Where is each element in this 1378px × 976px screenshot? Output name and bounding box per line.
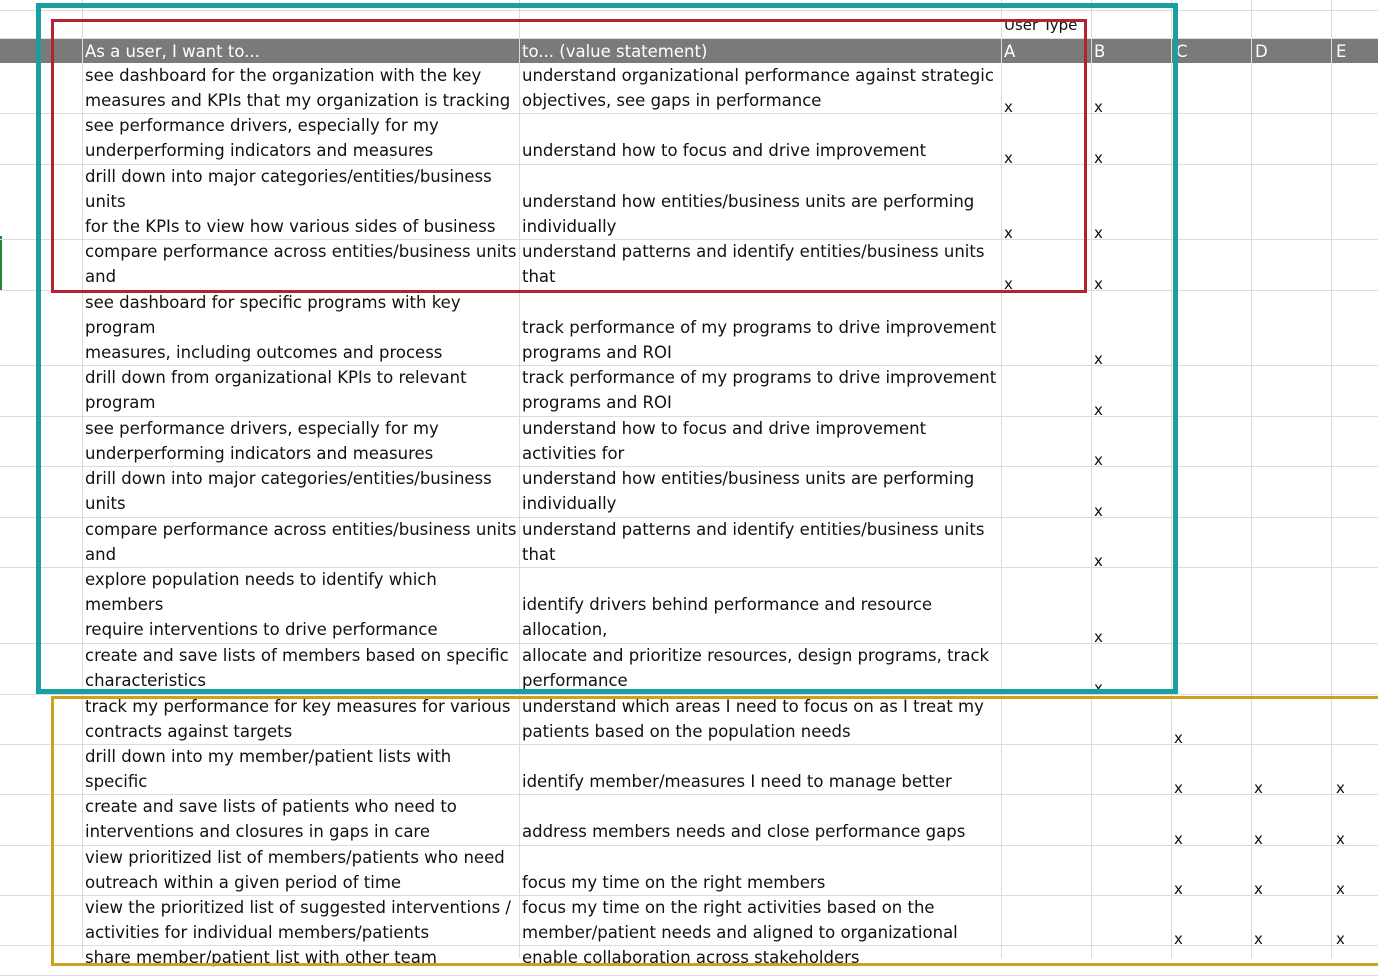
user-type-b-mark[interactable]: x	[1094, 552, 1103, 570]
value-statement-cell[interactable]: identify drivers behind performance and resource allocation,	[522, 595, 933, 640]
user-type-c-mark[interactable]: x	[1174, 779, 1183, 797]
value-statement-cell[interactable]: understand patterns and identify entities/business units that	[522, 520, 985, 565]
user-type-b-mark[interactable]: x	[1094, 224, 1103, 242]
grid-row-line	[0, 10, 1378, 11]
value-statement-cell[interactable]: understand which areas I need to focus on as I treat my patients based on the population needs	[522, 697, 984, 742]
story-cell[interactable]: see dashboard for the organization with the key measures and KPIs that my organization is tracking	[85, 66, 511, 111]
grid-column-line	[82, 0, 83, 958]
value-statement-cell[interactable]: understand how entities/business units are performing individually	[522, 192, 975, 237]
column-header-c[interactable]: C	[1176, 42, 1188, 61]
story-cell[interactable]: explore population needs to identify which members require interventions to drive performance	[85, 570, 438, 640]
value-statement-cell[interactable]: track performance of my programs to drive improvement programs and ROI	[522, 318, 997, 363]
value-statement-cell[interactable]: understand patterns and identify entities/business units that	[522, 242, 985, 287]
story-cell[interactable]: share member/patient list with other team	[85, 948, 437, 967]
user-type-b-mark[interactable]: x	[1094, 350, 1103, 368]
user-type-a-mark[interactable]: x	[1004, 224, 1013, 242]
user-type-label: User Type	[1004, 16, 1078, 34]
value-statement-cell[interactable]: address members needs and close performance gaps	[522, 822, 966, 842]
user-type-b-mark[interactable]: x	[1094, 275, 1103, 293]
user-type-e-mark[interactable]: x	[1336, 779, 1345, 797]
user-type-a-mark[interactable]: x	[1004, 275, 1013, 293]
story-cell[interactable]: drill down from organizational KPIs to relevant program	[85, 368, 467, 413]
story-cell[interactable]: view prioritized list of members/patients who need outreach within a given period of time	[85, 848, 505, 893]
user-type-c-mark[interactable]: x	[1174, 880, 1183, 898]
value-statement-cell[interactable]: focus my time on the right activities based on the member/patient needs and aligned to organizational	[522, 898, 958, 943]
grid-column-line	[519, 0, 520, 958]
user-type-c-mark[interactable]: x	[1174, 729, 1183, 747]
user-type-d-mark[interactable]: x	[1254, 930, 1263, 948]
user-type-b-mark[interactable]: x	[1094, 628, 1103, 646]
user-type-b-mark[interactable]: x	[1094, 149, 1103, 167]
value-statement-cell[interactable]: understand how to focus and drive improvement	[522, 141, 927, 161]
user-type-e-mark[interactable]: x	[1336, 830, 1345, 848]
value-statement-cell[interactable]: identify member/measures I need to manage better	[522, 772, 952, 792]
user-type-b-mark[interactable]: x	[1094, 502, 1103, 520]
grid-column-line	[1001, 0, 1002, 958]
column-header-e[interactable]: E	[1336, 42, 1347, 61]
user-type-b-mark[interactable]: x	[1094, 451, 1103, 469]
column-header-value[interactable]: to... (value statement)	[522, 42, 708, 61]
user-type-d-mark[interactable]: x	[1254, 779, 1263, 797]
cell-selection-marker	[0, 236, 2, 290]
user-type-e-mark[interactable]: x	[1336, 880, 1345, 898]
column-header-d[interactable]: D	[1255, 42, 1268, 61]
story-cell[interactable]: drill down into major categories/entities/business units for the KPIs to view how various sides of business	[85, 167, 496, 237]
user-type-b-mark[interactable]: x	[1094, 98, 1103, 116]
story-cell[interactable]: create and save lists of patients who need to interventions and closures in gaps in care	[85, 797, 457, 842]
story-cell[interactable]: see dashboard for specific programs with key program measures, including outcomes and process	[85, 293, 461, 363]
story-cell[interactable]: compare performance across entities/business units and	[85, 520, 517, 565]
user-type-d-mark[interactable]: x	[1254, 830, 1263, 848]
user-type-e-mark[interactable]: x	[1336, 930, 1345, 948]
user-type-c-mark[interactable]: x	[1174, 930, 1183, 948]
story-cell[interactable]: create and save lists of members based on specific characteristics	[85, 646, 509, 691]
value-statement-cell[interactable]: understand how entities/business units are performing individually	[522, 469, 975, 514]
story-cell[interactable]: drill down into my member/patient lists with specific	[85, 747, 452, 792]
user-type-a-mark[interactable]: x	[1004, 149, 1013, 167]
grid-column-line	[1251, 0, 1252, 958]
story-cell[interactable]: view the prioritized list of suggested interventions / activities for individual members/patients	[85, 898, 511, 943]
column-header-a[interactable]: A	[1004, 42, 1016, 61]
grid-column-line	[1091, 0, 1092, 958]
value-statement-cell[interactable]: allocate and prioritize resources, design programs, track performance	[522, 646, 990, 691]
grid-row-line	[0, 38, 1378, 39]
value-statement-cell[interactable]: understand how to focus and drive improvement activities for	[522, 419, 927, 464]
value-statement-cell[interactable]: track performance of my programs to drive improvement programs and ROI	[522, 368, 997, 413]
value-statement-cell[interactable]: understand organizational performance against strategic objectives, see gaps in performance	[522, 66, 994, 111]
grid-column-line	[1171, 0, 1172, 958]
user-type-a-mark[interactable]: x	[1004, 98, 1013, 116]
user-type-c-mark[interactable]: x	[1174, 830, 1183, 848]
story-cell[interactable]: drill down into major categories/entities/business units	[85, 469, 492, 514]
column-header-b[interactable]: B	[1094, 42, 1106, 61]
value-statement-cell[interactable]: enable collaboration across stakeholders	[522, 948, 860, 967]
value-statement-cell[interactable]: focus my time on the right members	[522, 873, 826, 893]
story-cell[interactable]: see performance drivers, especially for my underperforming indicators and measures	[85, 419, 439, 464]
user-type-b-mark[interactable]: x	[1094, 679, 1103, 697]
user-type-d-mark[interactable]: x	[1254, 880, 1263, 898]
story-cell[interactable]: compare performance across entities/business units and	[85, 242, 517, 287]
column-header-story[interactable]: As a user, I want to...	[85, 42, 260, 61]
story-cell[interactable]: see performance drivers, especially for my underperforming indicators and measures	[85, 116, 439, 161]
story-cell[interactable]: track my performance for key measures for various contracts against targets	[85, 697, 511, 742]
user-type-b-mark[interactable]: x	[1094, 401, 1103, 419]
grid-column-line	[1331, 0, 1332, 958]
